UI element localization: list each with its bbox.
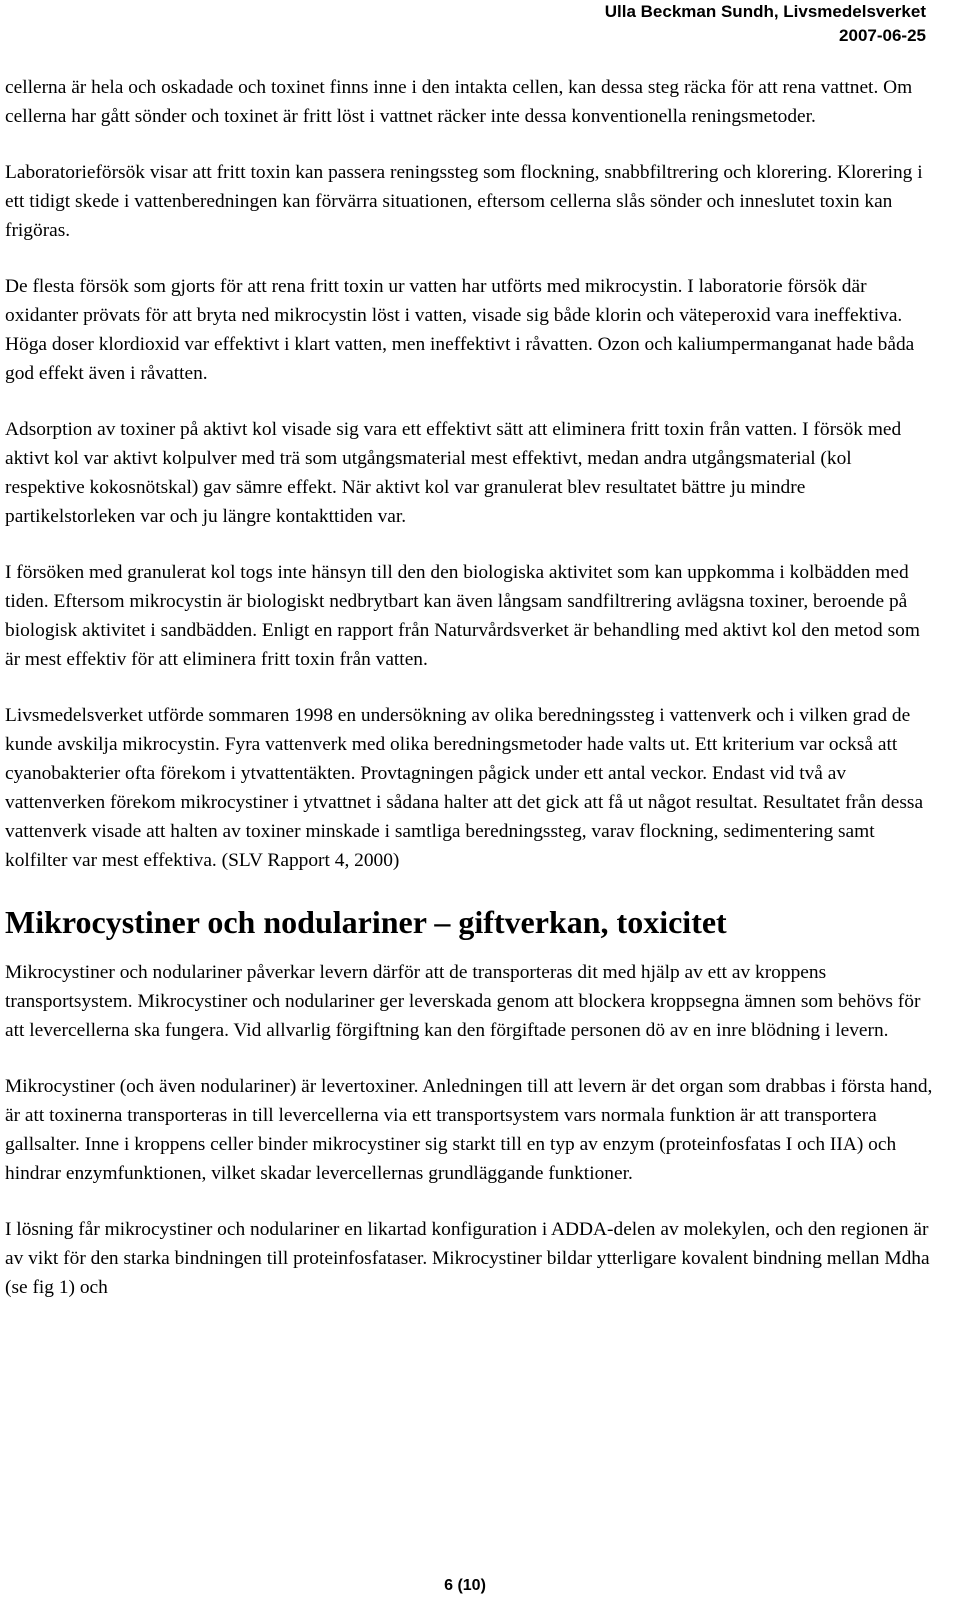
paragraph-laboratory-tests: Laboratorieförsök visar att fritt toxin kan passera reningssteg som flockning, snabbfiltrering och klorering. Klorering i ett tidigt skede i vattenberedningen kan förvärra situationen, eftersom cellerna slås sönder och inneslutet toxin kan frigöras. [5, 162, 923, 241]
document-body [5, 73, 933, 1329]
header-date: 2007-06-25 [839, 26, 926, 45]
section-heading: Mikrocystiner och nodulariner – giftverkan, toxicitet [5, 904, 727, 940]
paragraph-liver-toxins: Mikrocystiner (och även nodulariner) är levertoxiner. Anledningen till att levern är det organ som drabbas i första hand, är att toxinerna transporteras in till levercellerna via ett transportsystem vars normala funktion är att transportera gallsalter. Inne i kroppens celler binder mikrocystiner sig starkt till en typ av enzym (proteinfosfatas I och IIA) och hindrar enzymfunktionen, vilket skadar levercellernas grundläggande funktioner. [5, 1076, 933, 1184]
paragraph-granular-carbon: I försöken med granulerat kol togs inte hänsyn till den den biologiska aktivitet som kan uppkomma i kolbädden med tiden. Eftersom mikrocystin är biologiskt nedbrytbart kan även långsam sandfiltrering avlägsna toxiner, beroende på biologisk aktivitet i sandbädden. Enligt en rapport från Naturvårdsverket är behandling med aktivt kol den metod som är mest effektiv för att eliminera fritt toxin från vatten. [5, 562, 920, 670]
paragraph-liver-effects: Mikrocystiner och nodulariner påverkar levern därför att de transporteras dit med hjälp av ett av kroppens transportsystem. Mikrocystiner och nodulariner ger leverskada genom att blockera kroppsegna ämnen som behövs för att levercellerna ska fungera. Vid allvarlig förgiftning kan den förgiftade personen dö av en inre blödning i levern. [5, 962, 921, 1041]
paragraph-activated-carbon: Adsorption av toxiner på aktivt kol visade sig vara ett effektivt sätt att eliminera fritt toxin från vatten. I försök med aktivt kol var aktivt kolpulver med trä som utgångsmaterial mest effektivt, medan andra utgångsmaterial (kol respektive kokosnötskal) gav sämre effekt. När aktivt kol var granulerat blev resultatet bättre ju mindre partikelstorleken var och ju längre kontakttiden var. [5, 419, 902, 527]
header-author: Ulla Beckman Sundh, Livsmedelsverket [604, 2, 926, 21]
page-header [605, 0, 926, 48]
page-number: 6 (10) [444, 1577, 486, 1594]
paragraph-adda-configuration: I lösning får mikrocystiner och nodulariner en likartad konfiguration i ADDA-delen av molekylen, och den regionen är av vikt för den starka bindningen till proteinfosfataser. Mikrocystiner bildar ytterligare kovalent bindning mellan Mdha (se fig 1) och [5, 1219, 930, 1298]
paragraph-oxidants: De flesta försök som gjorts för att rena fritt toxin ur vatten har utförts med mikrocystin. I laboratorie försök där oxidanter prövats för att bryta ned mikrocystin löst i vatten, visade sig både klorin och väteperoxid vara ineffektiva. Höga doser klordioxid var effektivt i klart vatten, men ineffektivt i råvatten. Ozon och kaliumpermanganat hade båda god effekt även i råvatten. [5, 276, 915, 384]
paragraph-livsmedelsverket-study: Livsmedelsverket utförde sommaren 1998 en undersökning av olika beredningssteg i vattenverk och i vilken grad de kunde avskilja mikrocystin. Fyra vattenverk med olika beredningsmetoder hade valts ut. Ett kriterium var också att cyanobakterier ofta förekom i ytvattentäkten. Provtagningen pågick under ett antal veckor. Endast vid två av vattenverken förekom mikrocystiner i ytvattnet i sådana halter att det gick att få ut något resultat. Resultatet från dessa vattenverk visade att halten av toxiner minskade i samtliga beredningssteg, varav flockning, sedimentering samt kolfilter var mest effektiva. (SLV Rapport 4, 2000) [5, 705, 924, 871]
paragraph-cell-integrity: cellerna är hela och oskadade och toxinet finns inne i den intakta cellen, kan dessa steg räcka för att rena vattnet. Om cellerna har gått sönder och toxinet är fritt löst i vattnet räcker inte dessa konventionella reningsmetoder. [5, 77, 913, 127]
